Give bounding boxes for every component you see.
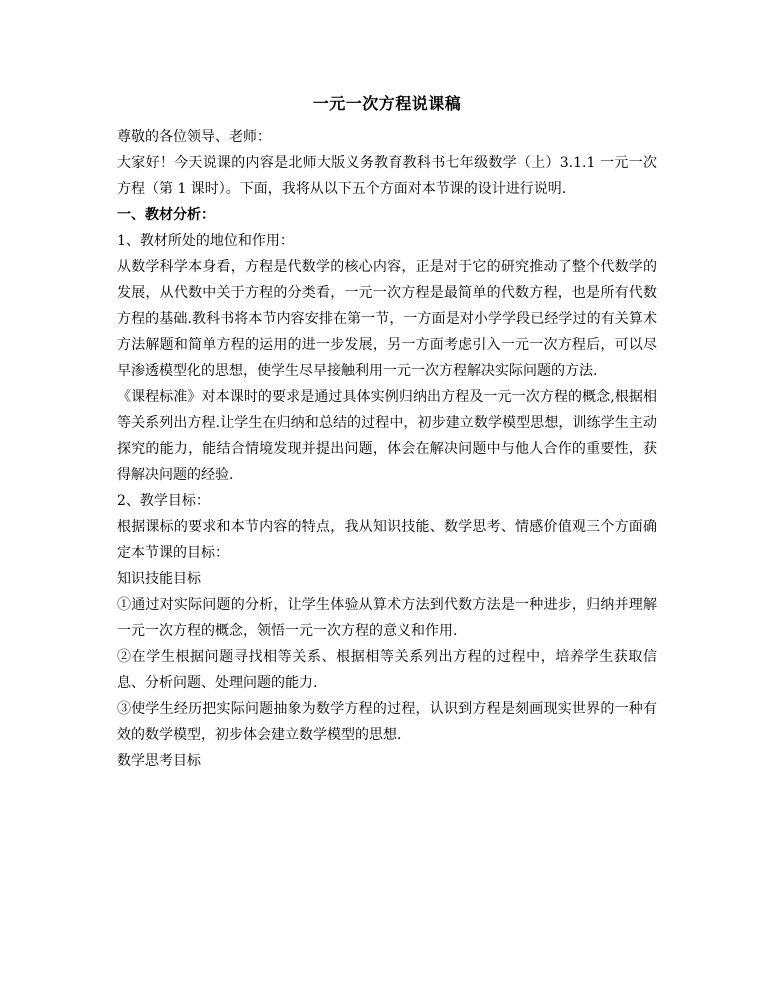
subheading-teaching-goals: 2、教学目标：: [117, 493, 210, 509]
goal-item-3: ③使学生经历把实际问题抽象为数学方程的过程，认识到方程是刻画现实世界的一种有效的数学模型，初步体会建立数学模型的思想.: [117, 701, 657, 743]
subheading-knowledge-skill-goals: 知识技能目标: [117, 571, 201, 587]
section-heading-textbook-analysis: 一、教材分析：: [117, 207, 215, 223]
goal-item-2: ②在学生根据问题寻找相等关系、根据相等关系列出方程的过程中，培养学生获取信息、分析问题、处理问题的能力.: [117, 649, 657, 691]
greeting: 尊敬的各位领导、老师：: [117, 129, 271, 145]
goal-item-1: ①通过对实际问题的分析，让学生体验从算术方法到代数方法是一种进步，归纳并理解一元一次方程的概念，领悟一元一次方程的意义和作用.: [117, 597, 657, 639]
subheading-position-role: 1、教材所处的地位和作用：: [117, 233, 294, 249]
paragraph-goals-intro: 根据课标的要求和本节内容的特点，我从知识技能、数学思考、情感价值观三个方面确定本节课的目标：: [117, 519, 657, 561]
document-title: 一元一次方程说课稿: [312, 94, 462, 113]
intro-paragraph: 大家好！今天说课的内容是北师大版义务教育教科书七年级数学（上）3.1.1 一元一次方程（第 1 课时）。下面，我将从以下五个方面对本节课的设计进行说明.: [117, 155, 657, 197]
paragraph-position-role: 从数学科学本身看，方程是代数学的核心内容，正是对于它的研究推动了整个代数学的发展，从代数中关于方程的分类看，一元一次方程是最简单的代数方程，也是所有代数方程的基础.教科书将本节内容安排在第一节，一方面是对小学学段已经学过的有关算术方法解题和简单方程的运用的进一步发展，另一方面考虑引入一元一次方程后，可以尽早渗透模型化的思想，使学生尽早接触利用一元一次方程解决实际问题的方法.: [117, 259, 657, 379]
subheading-math-thinking-goals: 数学思考目标: [117, 753, 201, 769]
paragraph-curriculum-standard: 《课程标准》对本课时的要求是通过具体实例归纳出方程及一元一次方程的概念,根据相等关系列出方程.让学生在归纳和总结的过程中，初步建立数学模型思想，训练学生主动探究的能力，能结合情境发现并提出问题，体会在解决问题中与他人合作的重要性，获得解决问题的经验.: [117, 389, 657, 483]
document-page: [117, 90, 657, 774]
